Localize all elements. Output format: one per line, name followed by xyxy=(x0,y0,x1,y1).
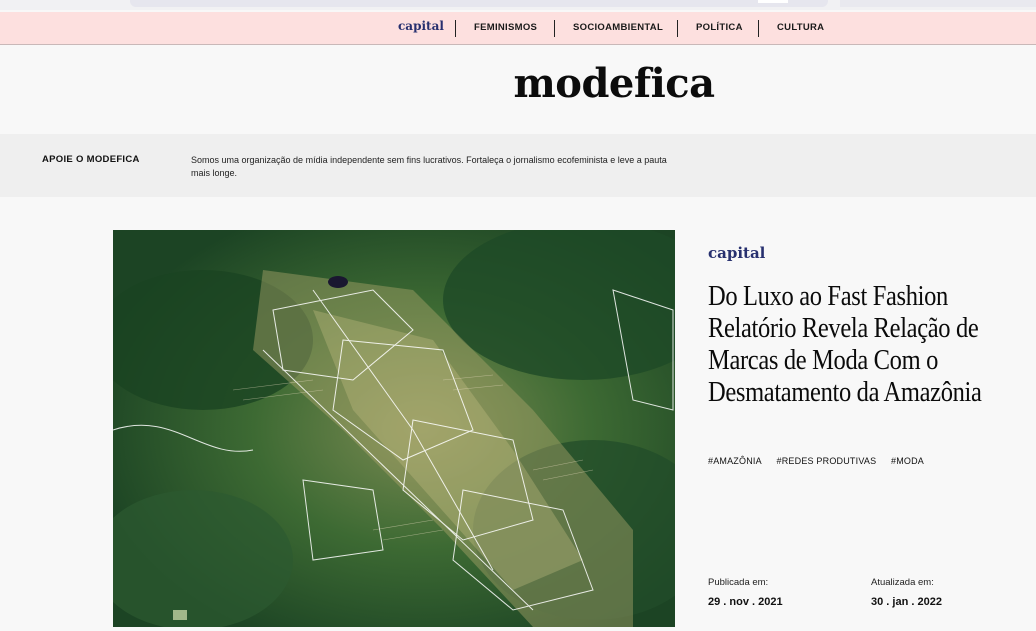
site-logo[interactable]: modefica xyxy=(513,60,715,107)
updated-label: Atualizada em: xyxy=(871,577,934,588)
nav-item-capital[interactable]: capital xyxy=(398,19,444,33)
article-title: Do Luxo ao Fast Fashion Relatório Revela Relação de Marcas de Moda Com o Desmatamento da Amazônia xyxy=(708,281,982,408)
article-category[interactable]: capital xyxy=(708,244,766,262)
article-hero-image[interactable] xyxy=(113,230,675,627)
nav-separator xyxy=(455,20,456,37)
nav-separator xyxy=(554,20,555,37)
browser-toolbar-right xyxy=(840,0,1036,7)
article-tags xyxy=(708,456,936,466)
tag-link[interactable]: #AMAZÔNIA xyxy=(708,456,762,466)
support-link[interactable]: APOIE O MODEFICA xyxy=(42,154,140,165)
satellite-map-illustration xyxy=(113,230,675,627)
tag-link[interactable]: #MODA xyxy=(890,456,924,466)
published-date: 29 . nov . 2021 xyxy=(708,596,783,608)
top-navigation xyxy=(0,12,1036,45)
address-bar[interactable] xyxy=(130,0,828,7)
browser-chrome xyxy=(0,0,1036,10)
nav-item-feminismos[interactable]: FEMINISMOS xyxy=(474,22,538,33)
published-label: Publicada em: xyxy=(708,577,769,588)
support-text: Somos uma organização de mídia independente sem fins lucrativos. Fortaleça o jornalismo ecofeminista e leve a pauta mais longe. xyxy=(191,155,667,178)
nav-separator xyxy=(758,20,759,37)
nav-item-socioambiental[interactable]: SOCIOAMBIENTAL xyxy=(573,22,664,33)
support-banner xyxy=(0,134,1036,197)
updated-date: 30 . jan . 2022 xyxy=(871,596,942,608)
address-bar-highlight xyxy=(758,0,788,3)
nav-item-cultura[interactable]: CULTURA xyxy=(777,22,825,33)
tag-link[interactable]: #REDES PRODUTIVAS xyxy=(776,456,877,466)
nav-separator xyxy=(677,20,678,37)
nav-item-politica[interactable]: POLÍTICA xyxy=(696,22,743,33)
